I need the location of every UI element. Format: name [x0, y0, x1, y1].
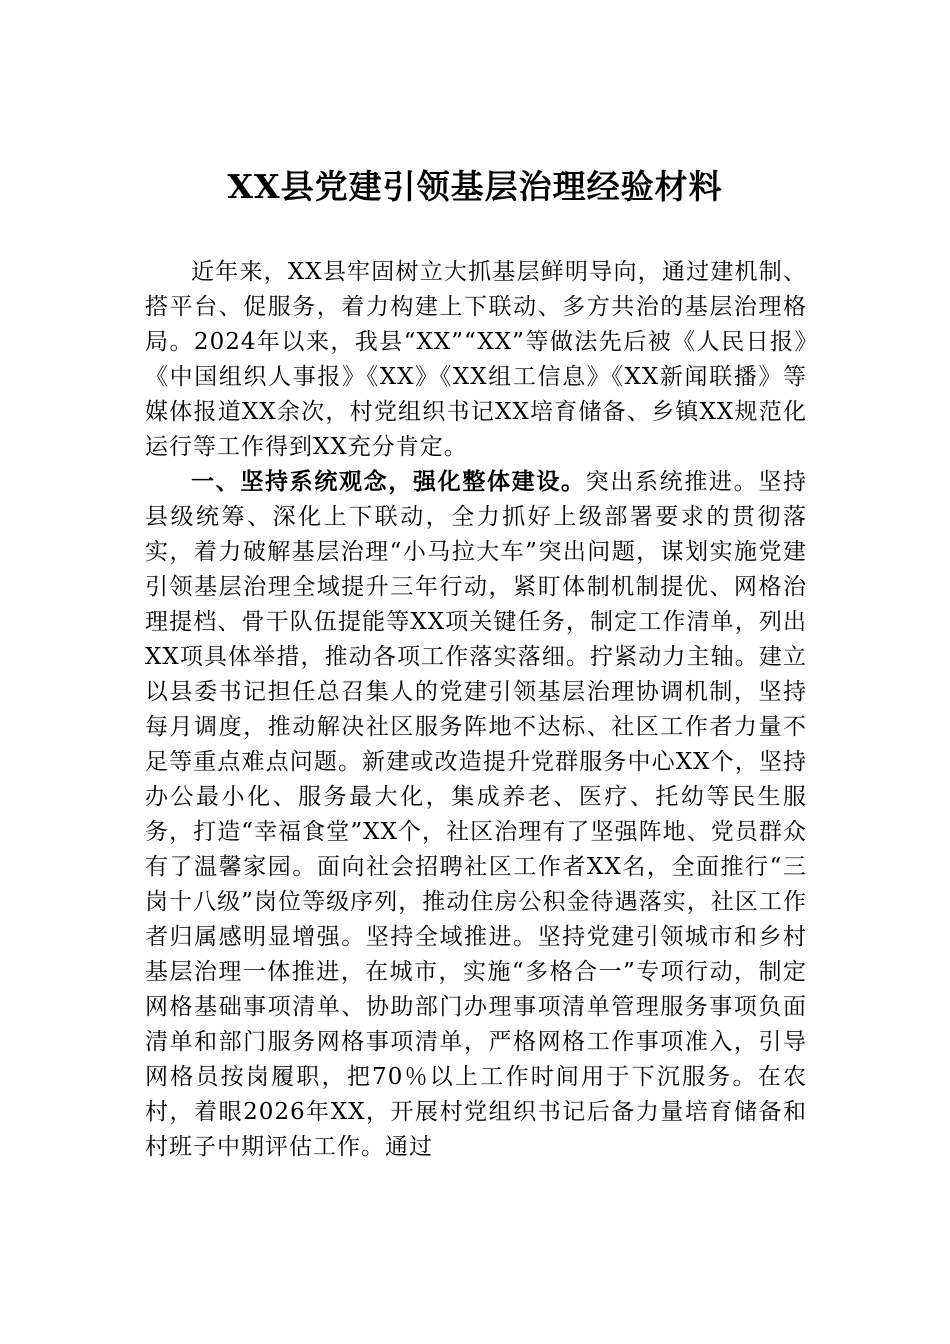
document-title: XX县党建引领基层治理经验材料 — [227, 167, 723, 206]
section-1-heading: 一、坚持系统观念，强化整体建设。 — [191, 469, 586, 495]
section-1-paragraph — [145, 465, 807, 1165]
section-1-text: 突出系统推进。坚持县级统筹、深化上下联动，全力抓好上级部署要求的贯彻落实，着力破解基层治理“小马拉大车”突出问题，谋划实施党建引领基层治理全域提升三年行动，紧盯体制机制提优、网格治理提档、骨干队伍提能等XX项关键任务，制定工作清单，列出XX项具体举措，推动各项工作落实落细。拧紧动力主轴。建立以县委书记担任总召集人的党建引领基层治理协调机制，坚持每月调度，推动解决社区服务阵地不达标、社区工作者力量不足等重点难点问题。新建或改造提升党群服务中心XX个，坚持办公最小化、服务最大化，集成养老、医疗、托幼等民生服务，打造“幸福食堂”XX个，社区治理有了坚强阵地、党员群众有了温馨家园。面向社会招聘社区工作者XX名，全面推行“三岗十八级”岗位等级序列，推动住房公积金待遇落实，社区工作者归属感明显增强。坚持全域推进。坚持党建引领城市和乡村基层治理一体推进，在城市，实施“多格合一”专项行动，制定网格基础事项清单、协助部门办理事项清单管理服务事项负面清单和部门服务网格事项清单，严格网格工作事项准入，引导网格员按岗履职，把70％以上工作时间用于下沉服务。在农村，着眼2026年XX，开展村党组织书记后备力量培育储备和村班子中期评估工作。通过 — [145, 469, 808, 1160]
document-body — [145, 255, 807, 1165]
intro-paragraph: 近年来，XX县牢固树立大抓基层鲜明导向，通过建机制、搭平台、促服务，着力构建上下联动、多方共治的基层治理格局。2024年以来，我县“XX”“XX”等做法先后被《人民日报》《中国组织人事报》《XX》《XX组工信息》《XX新闻联播》等媒体报道XX余次，村党组织书记XX培育储备、乡镇XX规范化运行等工作得到XX充分肯定。 — [145, 259, 807, 460]
